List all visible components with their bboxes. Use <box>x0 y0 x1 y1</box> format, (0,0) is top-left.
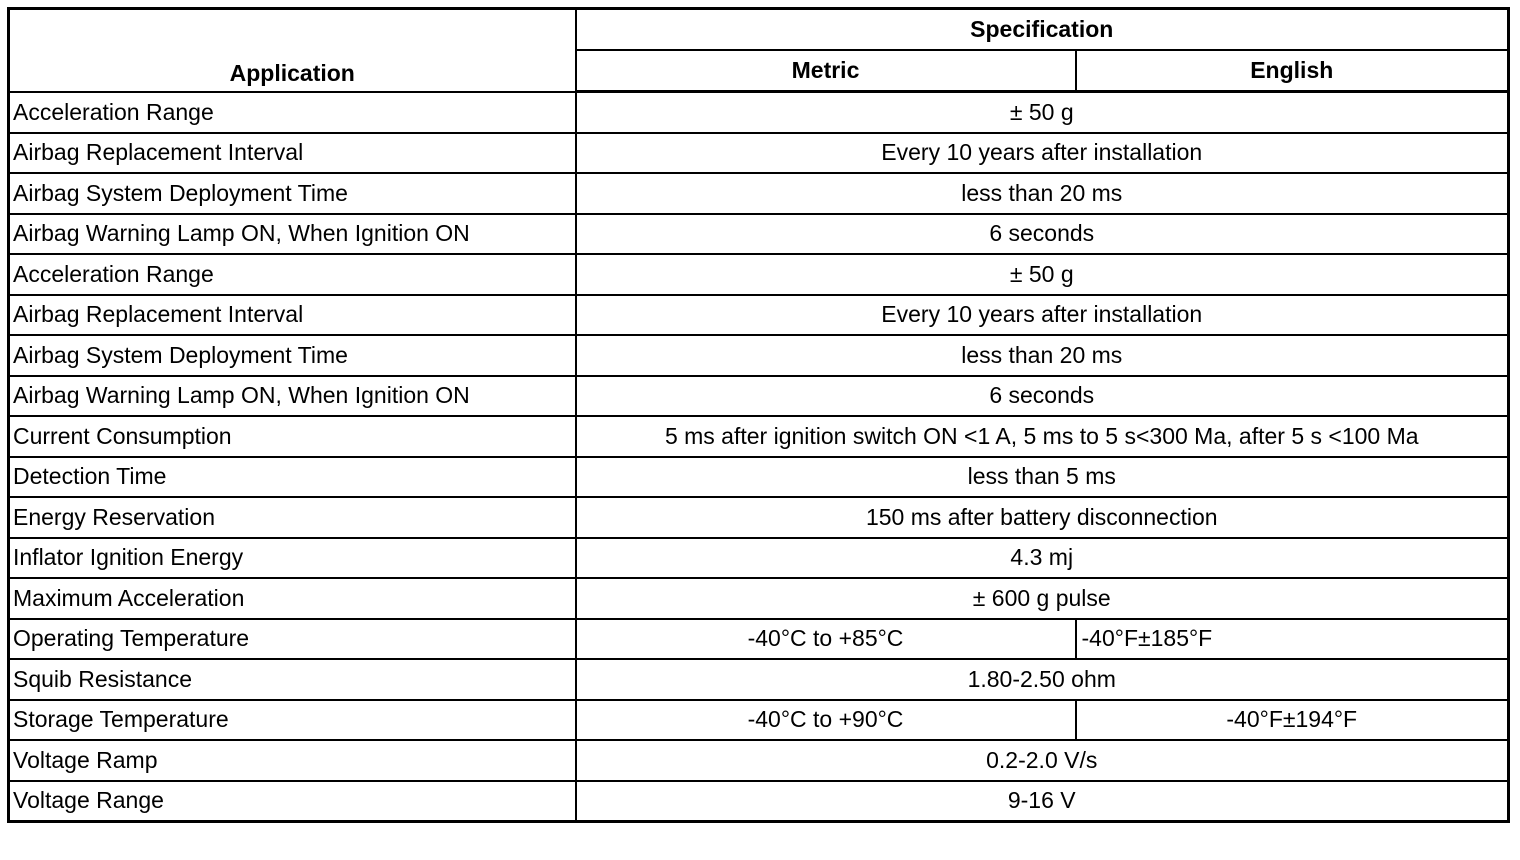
table-row <box>9 578 1509 619</box>
application-cell: Acceleration Range <box>9 254 576 295</box>
application-cell: Storage Temperature <box>9 700 576 741</box>
metric-column-header: Metric <box>576 50 1076 92</box>
specification-value-cell: less than 20 ms <box>576 173 1509 214</box>
table-row <box>9 254 1509 295</box>
table-row <box>9 335 1509 376</box>
application-column-header: Application <box>9 9 576 92</box>
application-cell: Energy Reservation <box>9 497 576 538</box>
application-cell: Airbag System Deployment Time <box>9 173 576 214</box>
application-cell: Inflator Ignition Energy <box>9 538 576 579</box>
application-cell: Current Consumption <box>9 416 576 457</box>
application-cell: Operating Temperature <box>9 619 576 660</box>
specification-column-header: Specification <box>576 9 1509 51</box>
application-cell: Airbag System Deployment Time <box>9 335 576 376</box>
application-cell: Voltage Range <box>9 781 576 822</box>
table-header <box>9 9 1509 92</box>
specification-value-cell: 9-16 V <box>576 781 1509 822</box>
specification-value-cell: 6 seconds <box>576 376 1509 417</box>
specification-value-cell: 6 seconds <box>576 214 1509 255</box>
specification-value-cell: Every 10 years after installation <box>576 133 1509 174</box>
metric-value-cell: -40°C to +90°C <box>576 700 1076 741</box>
specification-value-cell: 5 ms after ignition switch ON <1 A, 5 ms to 5 s<300 Ma, after 5 s <100 Ma <box>576 416 1509 457</box>
table-row <box>9 133 1509 174</box>
application-cell: Detection Time <box>9 457 576 498</box>
application-cell: Airbag Replacement Interval <box>9 133 576 174</box>
specification-value-cell: 150 ms after battery disconnection <box>576 497 1509 538</box>
specification-value-cell: ± 50 g <box>576 254 1509 295</box>
application-cell: Airbag Warning Lamp ON, When Ignition ON <box>9 214 576 255</box>
table-row <box>9 781 1509 822</box>
table-row <box>9 416 1509 457</box>
application-cell: Airbag Warning Lamp ON, When Ignition ON <box>9 376 576 417</box>
table-row <box>9 295 1509 336</box>
table-row <box>9 457 1509 498</box>
application-cell: Maximum Acceleration <box>9 578 576 619</box>
specification-value-cell: Every 10 years after installation <box>576 295 1509 336</box>
specification-value-cell: 0.2-2.0 V/s <box>576 740 1509 781</box>
table-row <box>9 659 1509 700</box>
application-cell: Squib Resistance <box>9 659 576 700</box>
specification-value-cell: less than 20 ms <box>576 335 1509 376</box>
specification-value-cell: less than 5 ms <box>576 457 1509 498</box>
table-row <box>9 92 1509 133</box>
specification-table <box>7 7 1510 823</box>
metric-value-cell: -40°C to +85°C <box>576 619 1076 660</box>
application-cell: Airbag Replacement Interval <box>9 295 576 336</box>
table-row <box>9 700 1509 741</box>
english-value-cell: -40°F±194°F <box>1076 700 1509 741</box>
table-row <box>9 740 1509 781</box>
table-row <box>9 538 1509 579</box>
english-column-header: English <box>1076 50 1509 92</box>
application-cell: Acceleration Range <box>9 92 576 133</box>
specification-value-cell: 1.80-2.50 ohm <box>576 659 1509 700</box>
header-row-top <box>9 9 1509 51</box>
table-body <box>9 92 1509 822</box>
english-value-cell: -40°F±185°F <box>1076 619 1509 660</box>
table-row <box>9 497 1509 538</box>
application-cell: Voltage Ramp <box>9 740 576 781</box>
specification-value-cell: ± 50 g <box>576 92 1509 133</box>
specification-value-cell: ± 600 g pulse <box>576 578 1509 619</box>
specification-value-cell: 4.3 mj <box>576 538 1509 579</box>
table-row <box>9 173 1509 214</box>
table-row <box>9 376 1509 417</box>
table-row <box>9 619 1509 660</box>
table-row <box>9 214 1509 255</box>
